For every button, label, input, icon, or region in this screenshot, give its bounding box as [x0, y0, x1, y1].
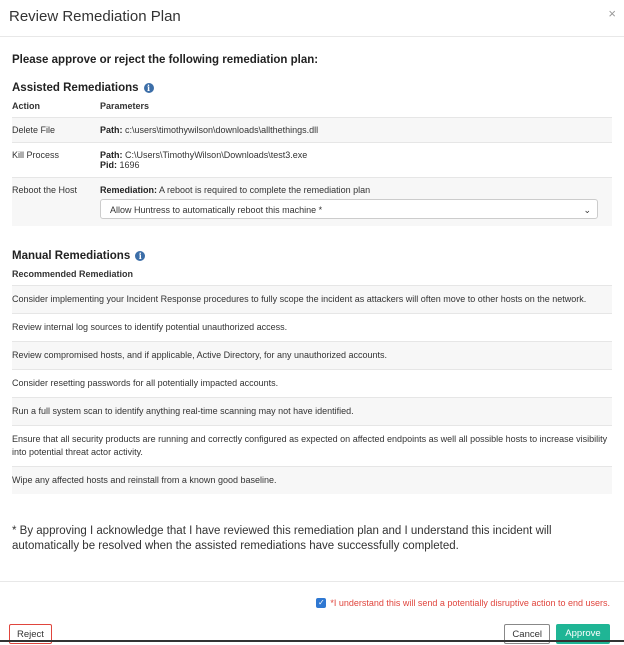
intro-text: Please approve or reject the following remediation plan:	[12, 54, 319, 66]
param-value: A reboot is required to complete the remediation plan	[159, 185, 371, 195]
info-icon[interactable]: i	[135, 251, 145, 261]
remediation-text: Run a full system scan to identify anything real-time scanning may not have identified.	[12, 398, 612, 426]
list-item	[12, 467, 612, 495]
param-value: C:\Users\TimothyWilson\Downloads\test3.exe	[125, 150, 308, 160]
table-row	[12, 143, 612, 178]
consent-checkbox-row[interactable]	[316, 598, 610, 608]
param-value: 1696	[119, 160, 140, 170]
reboot-option-value: Allow Huntress to automatically reboot this machine *	[110, 205, 323, 215]
manual-remediations-title: Manual Remediations	[12, 250, 131, 262]
column-header-recommended: Recommended Remediation	[12, 269, 134, 279]
param-label: Pid:	[100, 160, 117, 170]
chevron-down-icon: ⌄	[583, 205, 591, 215]
assisted-remediations-title: Assisted Remediations	[12, 82, 139, 94]
table-row	[12, 118, 612, 143]
param-label: Path:	[100, 125, 123, 135]
parameters-cell	[100, 118, 612, 143]
remediation-text: Ensure that all security products are running and correctly configured as expected on affected endpoints as well all possible hosts to increase visibility into potential threat actor activity.	[12, 426, 612, 467]
remediation-text: Consider implementing your Incident Response procedures to fully scope the incident as attackers will often move to other hosts on the network.	[12, 286, 612, 314]
list-item	[12, 370, 612, 398]
manual-remediations-table	[12, 262, 612, 494]
manual-remediations-heading	[12, 250, 612, 262]
close-icon[interactable]: ×	[608, 6, 616, 21]
table-row	[12, 178, 612, 227]
param-value: c:\users\timothywilson\downloads\allthethings.dll	[125, 125, 319, 135]
cancel-button[interactable]: Cancel	[504, 624, 550, 644]
param-label: Remediation:	[100, 185, 158, 195]
dialog-body	[0, 54, 624, 494]
assisted-remediations-heading	[12, 82, 612, 94]
remediation-text: Review compromised hosts, and if applicable, Active Directory, for any unauthorized accounts.	[12, 342, 612, 370]
list-item	[12, 398, 612, 426]
action-cell: Reboot the Host	[12, 178, 100, 227]
remediation-text: Review internal log sources to identify potential unauthorized access.	[12, 314, 612, 342]
dialog-footer	[0, 581, 624, 643]
dialog-title: Review Remediation Plan	[9, 8, 181, 25]
reboot-option-select[interactable]	[100, 199, 598, 219]
dialog-header	[0, 0, 624, 37]
acknowledgement-text: * By approving I acknowledge that I have reviewed this remediation plan and I understand this incident will automatically be resolved when the assisted remediations have successfully completed.	[12, 525, 552, 552]
list-item	[12, 314, 612, 342]
list-item	[12, 426, 612, 467]
action-cell: Delete File	[12, 118, 100, 143]
remediation-text: Consider resetting passwords for all potentially impacted accounts.	[12, 370, 612, 398]
param-label: Path:	[100, 150, 123, 160]
consent-checkbox[interactable]: ✓	[317, 598, 325, 607]
action-cell: Kill Process	[12, 143, 100, 178]
list-item	[12, 342, 612, 370]
reject-button[interactable]: Reject	[9, 624, 52, 644]
column-header-action: Action	[12, 101, 40, 111]
remediation-text: Wipe any affected hosts and reinstall from a known good baseline.	[12, 467, 612, 495]
assisted-remediations-table	[12, 94, 612, 226]
parameters-cell	[100, 143, 612, 178]
consent-label: *I understand this will send a potentially disruptive action to end users.	[330, 598, 610, 608]
approve-button[interactable]: Approve	[556, 624, 610, 644]
parameters-cell	[100, 178, 612, 227]
column-header-parameters: Parameters	[100, 101, 150, 111]
list-item	[12, 286, 612, 314]
info-icon[interactable]: i	[144, 83, 154, 93]
